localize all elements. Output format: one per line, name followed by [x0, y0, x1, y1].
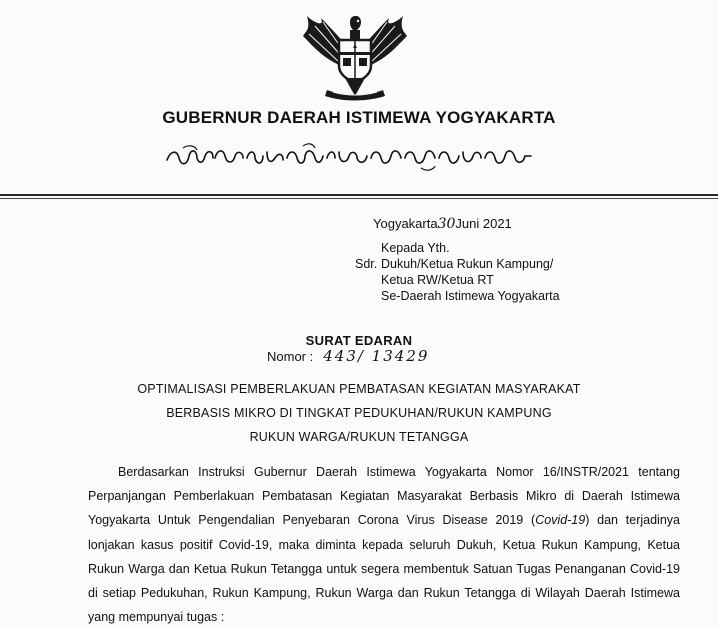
- addressee-prefix: Sdr.: [355, 257, 378, 271]
- date-line: [373, 216, 512, 232]
- body-text-italic: Covid-19: [535, 513, 586, 528]
- addressee-line2: Ketua RW/Ketua RT: [381, 273, 494, 287]
- subject-line2: BERBASIS MIKRO DI TINGKAT PEDUKUHAN/RUKUN KAMPUNG: [166, 406, 552, 420]
- subject-block: [0, 377, 718, 449]
- subject-line3: RUKUN WARGA/RUKUN TETANGGA: [249, 430, 469, 444]
- body-text-part1: Berdasarkan Instruksi Gubernur Daerah Istimewa Yogyakarta Nomor 16/INSTR/2021 tentang Perpanjangan Pemberlakuan Pembatasan Kegiatan Masyarakat Berbasis Mikro di Daerah Istimewa Yogyakarta Untuk Pengendalian Penyebaran Corona Virus Disease 2019 (: [88, 465, 680, 528]
- addressee-salutation: Kepada Yth.: [381, 241, 450, 255]
- circular-number-value: 443/ 13429: [323, 347, 430, 365]
- circular-number-label: Nomor :: [267, 349, 314, 364]
- circular-title: SURAT EDARAN: [305, 333, 413, 348]
- javanese-script-heading: [163, 142, 535, 172]
- date-day-handwritten: 30: [437, 216, 456, 232]
- addressee-block: [355, 240, 560, 304]
- date-month-year: Juni 2021: [455, 216, 512, 231]
- addressee-line1: Dukuh/Ketua Rukun Kampung/: [381, 257, 554, 271]
- circular-number: [267, 347, 429, 365]
- letterhead-rule-thin: [0, 198, 718, 199]
- garuda-pancasila-emblem-icon: [303, 12, 407, 104]
- date-place: Yogyakarta: [373, 216, 438, 231]
- body-paragraph: [88, 460, 680, 629]
- addressee-line3: Se-Daerah Istimewa Yogyakarta: [381, 289, 560, 303]
- governor-title: GUBERNUR DAERAH ISTIMEWA YOGYAKARTA: [162, 108, 556, 127]
- letterhead-rule: [0, 194, 718, 196]
- body-text-part2: ) dan terjadinya lonjakan kasus positif Covid-19, maka diminta kepada seluruh Dukuh, Ketua Rukun Kampung, Ketua Rukun Warga dan Ketua Rukun Tetangga untuk segera membentuk Satuan Tugas Penanganan Covid-19 di setiap Pedukuhan, Rukun Kampung, Rukun Warga dan Rukun Tetangga di Wilayah Daerah Istimewa yang mempunyai tugas :: [88, 513, 680, 625]
- subject-line1: OPTIMALISASI PEMBERLAKUAN PEMBATASAN KEGIATAN MASYARAKAT: [137, 382, 581, 396]
